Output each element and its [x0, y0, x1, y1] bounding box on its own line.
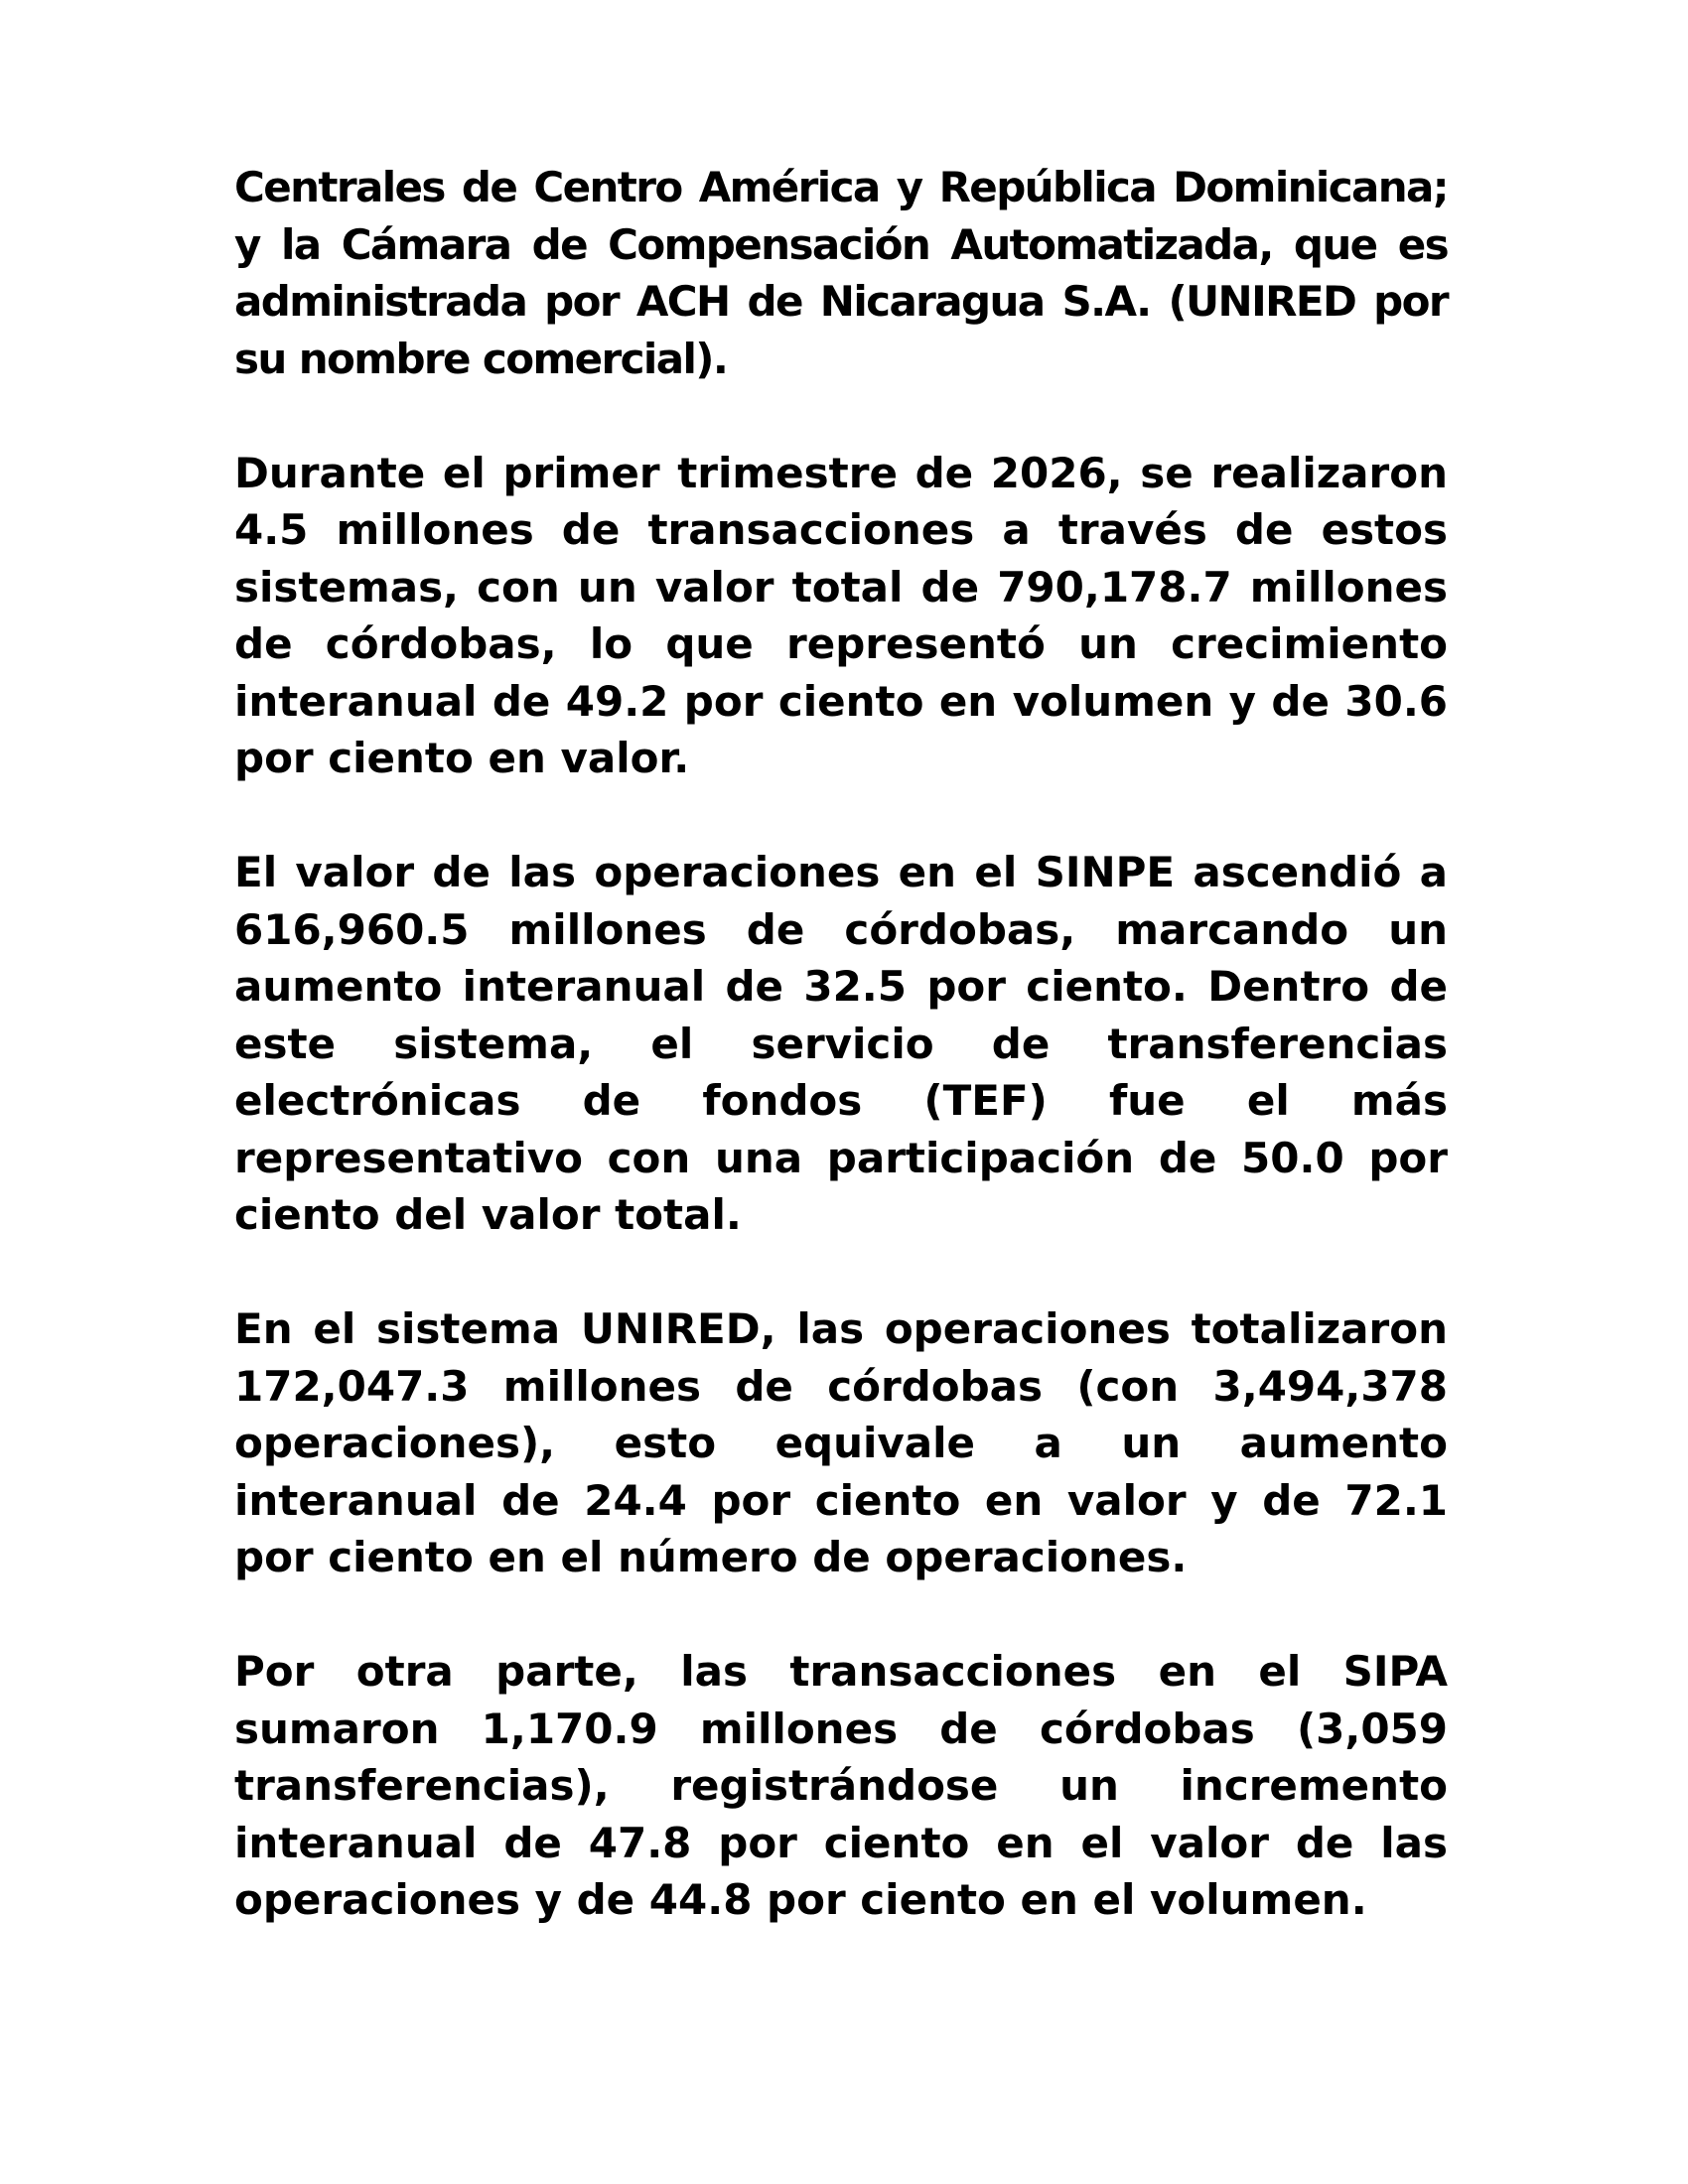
paragraph-sinpe: El valor de las operaciones en el SINPE ascendió a 616,960.5 millones de córdobas, marcando un aumento interanual de 32.5 por ciento. Dentro de este sistema, el servicio de transferencias electrónicas de fondos (TEF) fue el más representativo con una participación de 50.0 por ciento del valor total. [234, 848, 1448, 1239]
document-body [234, 159, 1448, 1985]
paragraph-payment-systems-intro: Centrales de Centro América y República Dominicana; y la Cámara de Compensación Automatizada, que es administrada por ACH de Nicaragua S.A. (UNIRED por su nombre comercial). [234, 163, 1448, 383]
paragraph-first-quarter-summary: Durante el primer trimestre de 2026, se realizaron 4.5 millones de transacciones a través de estos sistemas, con un valor total de 790,178.7 millones de córdobas, lo que representó un crecimiento interanual de 49.2 por ciento en volumen y de 30.6 por ciento en valor. [234, 448, 1448, 782]
paragraph-unired: En el sistema UNIRED, las operaciones totalizaron 172,047.3 millones de córdobas (con 3,494,378 operaciones), esto equivale a un aumento interanual de 24.4 por ciento en valor y de 72.1 por ciento en el número de operaciones. [234, 1304, 1448, 1581]
paragraph-sipa: Por otra parte, las transacciones en el SIPA sumaron 1,170.9 millones de córdobas (3,059 transferencias), registrándose un incremento interanual de 47.8 por ciento en el valor de las operaciones y de 44.8 por ciento en el volumen. [234, 1647, 1448, 1924]
